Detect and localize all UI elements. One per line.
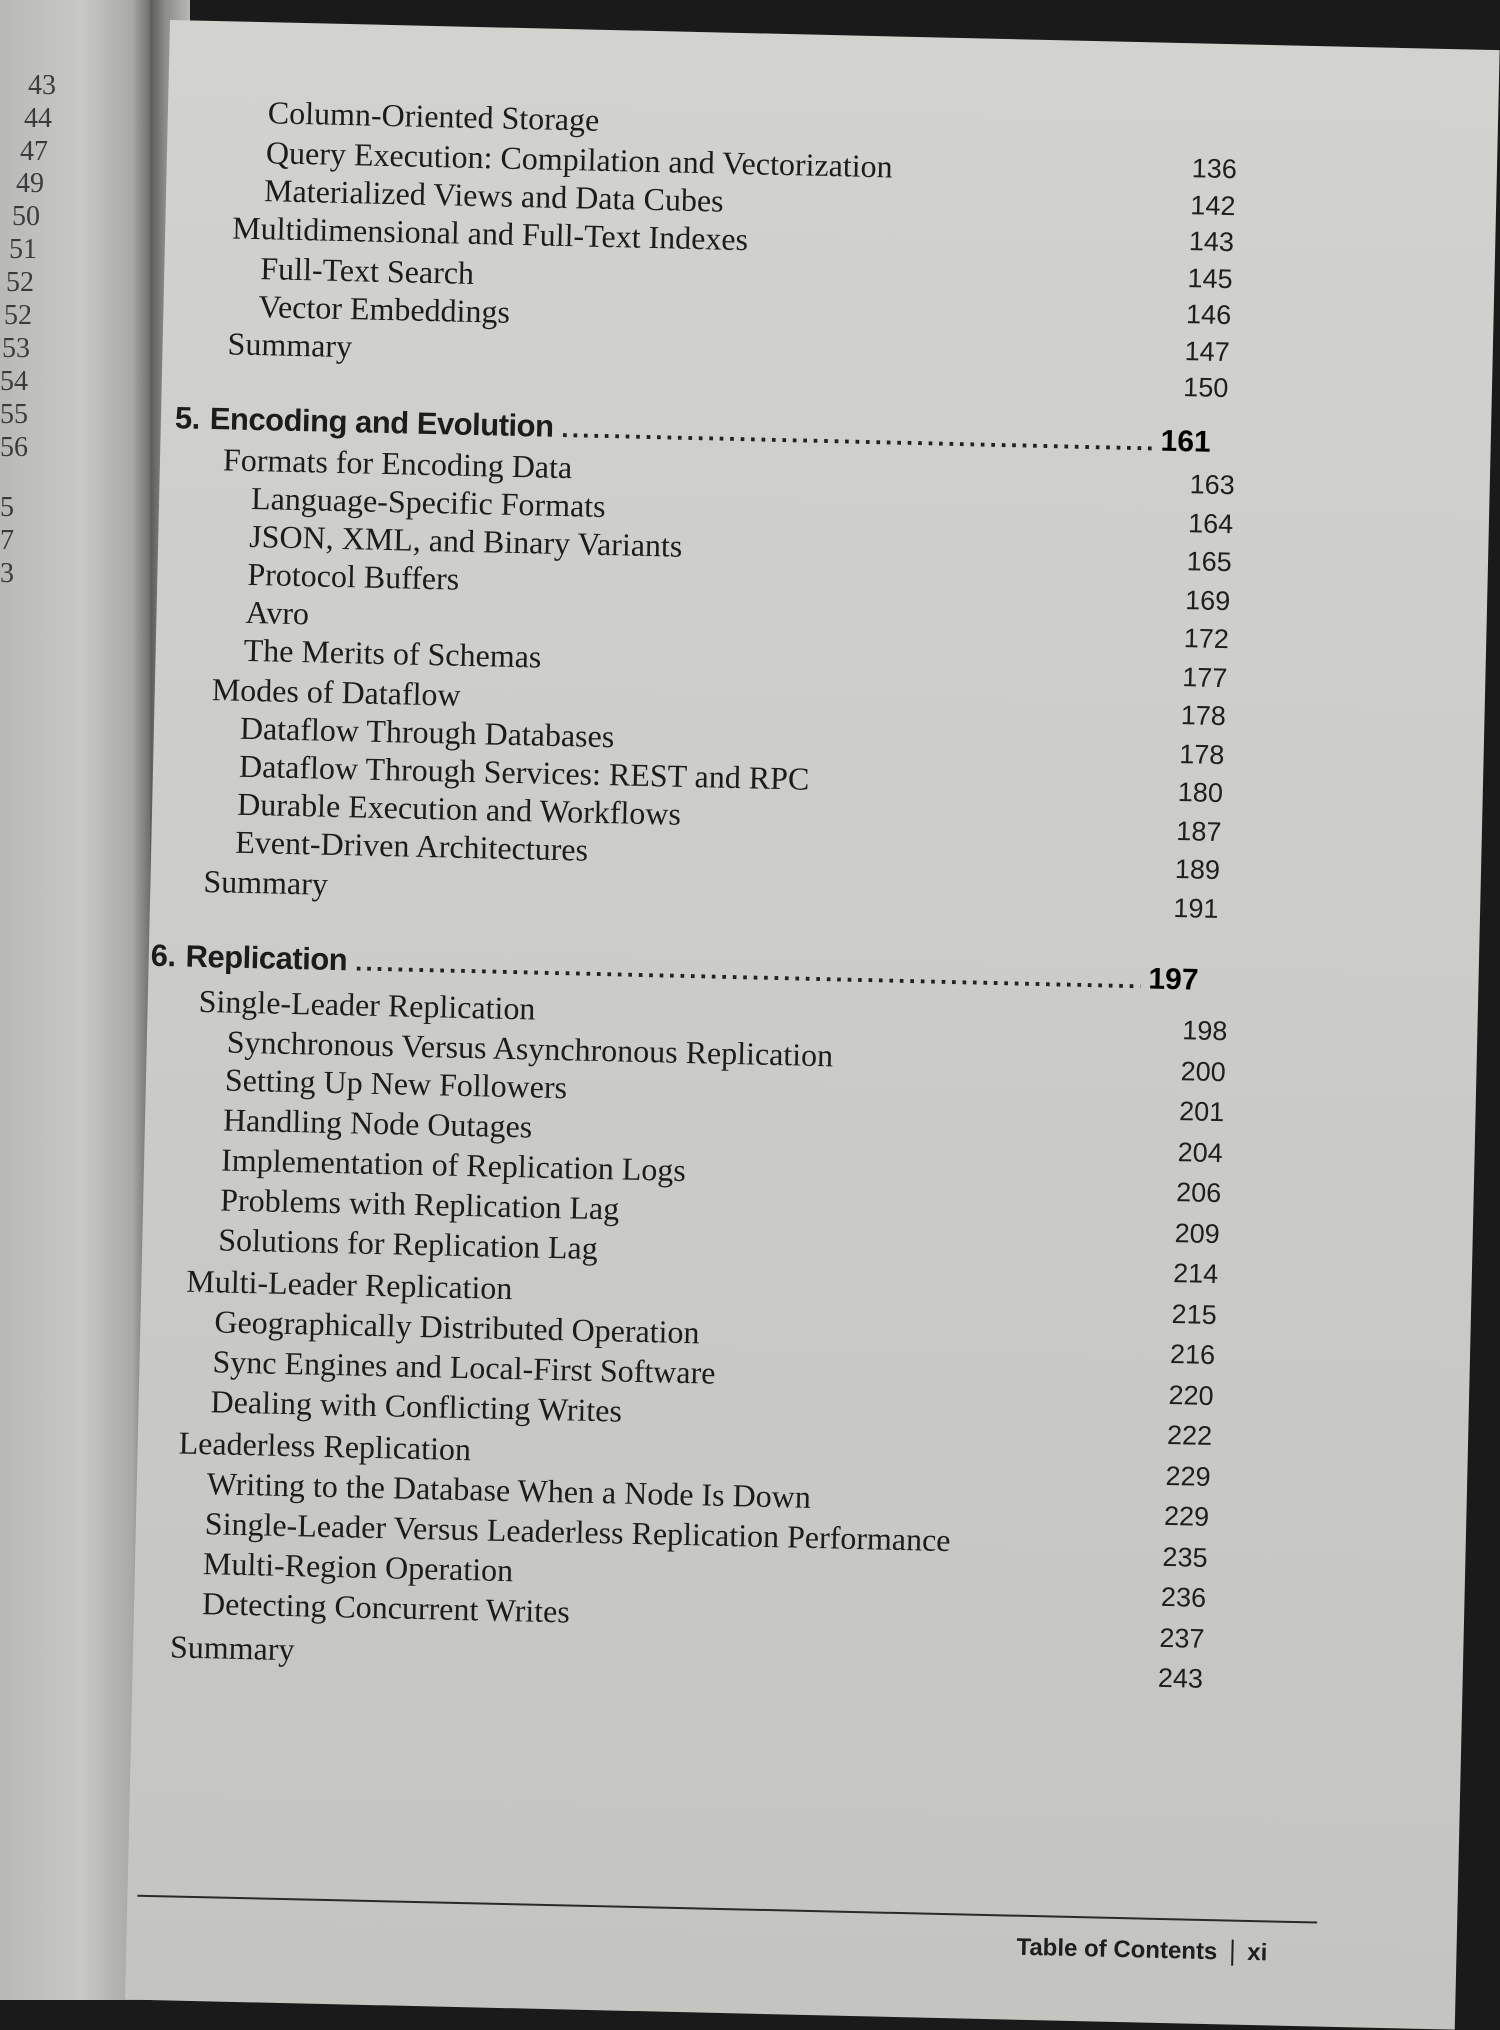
- entry-title: Modes of Dataflow: [211, 671, 462, 713]
- entry-title: JSON, XML, and Binary Variants: [248, 517, 683, 564]
- footer-divider: [1231, 1940, 1234, 1966]
- chapter-number: 5.: [174, 400, 201, 436]
- entry-title: Problems with Replication Lag: [219, 1181, 620, 1227]
- toc-entry: [202, 1585, 571, 1633]
- entry-title: Durable Execution and Workflows: [236, 785, 682, 832]
- page-number: 147: [1184, 335, 1231, 367]
- page-number: 146: [1185, 299, 1232, 331]
- left-page-number: 5: [0, 492, 14, 523]
- dot-leader: [355, 946, 1141, 995]
- entry-title: Formats for Encoding Data: [222, 441, 573, 486]
- entry-title: Vector Embeddings: [258, 288, 511, 330]
- page-number: 191: [1173, 892, 1219, 924]
- page-number: 215: [1171, 1298, 1218, 1330]
- chapter-page-number: 197: [1148, 962, 1199, 997]
- toc-page: [125, 20, 1500, 2030]
- chapter-title-text: Encoding and Evolution: [209, 401, 554, 444]
- page-number: 136: [1191, 153, 1238, 185]
- page-number: 150: [1182, 372, 1229, 404]
- entry-title: Sync Engines and Local-First Software: [212, 1343, 716, 1391]
- toc-entry: [203, 863, 328, 906]
- entry-title: Query Execution: Compilation and Vectorization: [265, 134, 894, 185]
- entry-title: Dataflow Through Databases: [239, 709, 615, 755]
- page-number: 178: [1179, 738, 1225, 770]
- chapter-page-number: 161: [1160, 424, 1212, 459]
- left-page-edge: [0, 0, 150, 2000]
- entry-title: Multi-Leader Replication: [185, 1262, 513, 1307]
- page-number: 189: [1174, 854, 1221, 886]
- dot-leader: [561, 413, 1153, 457]
- entry-title: Handling Node Outages: [222, 1101, 533, 1145]
- left-page-number: 51: [9, 234, 37, 265]
- left-page-number: 49: [16, 168, 44, 199]
- page-number: 216: [1169, 1339, 1216, 1371]
- page-number: 201: [1178, 1096, 1225, 1128]
- entry-title: Detecting Concurrent Writes: [201, 1585, 571, 1630]
- left-page-number: 3: [0, 558, 14, 589]
- page-number: 178: [1180, 700, 1227, 732]
- entry-title: The Merits of Schemas: [243, 631, 542, 675]
- toc-entry: [178, 1425, 471, 1472]
- left-page-number: 52: [4, 300, 32, 331]
- page-number: 243: [1157, 1662, 1204, 1694]
- entry-title: Language-Specific Formats: [250, 479, 607, 525]
- entry-title: Column-Oriented Storage: [267, 94, 600, 138]
- page-number: 229: [1165, 1460, 1211, 1492]
- footer-page-number: xi: [1247, 1938, 1268, 1967]
- entry-title: Summary: [203, 862, 329, 902]
- page-number: 235: [1162, 1541, 1208, 1573]
- page-number: 200: [1180, 1055, 1227, 1087]
- left-page-number: 43: [28, 70, 56, 101]
- page-number: 163: [1189, 469, 1236, 501]
- toc-entry: [227, 325, 352, 368]
- page-number: 229: [1163, 1500, 1210, 1532]
- entry-title: Setting Up New Followers: [224, 1061, 568, 1106]
- entry-title: Event-Driven Architectures: [234, 823, 589, 868]
- left-page-number: 54: [0, 366, 28, 397]
- entry-title: Leaderless Replication: [178, 1424, 472, 1468]
- entry-title: Multi-Region Operation: [202, 1545, 514, 1589]
- page-number: 237: [1159, 1622, 1205, 1654]
- toc-entry: [210, 1383, 622, 1432]
- entry-title: Solutions for Replication Lag: [217, 1221, 599, 1267]
- page-number: 220: [1168, 1379, 1214, 1411]
- footer-label: Table of Contents: [1016, 1933, 1218, 1966]
- page-number: 214: [1172, 1258, 1219, 1290]
- chapter-title: [150, 938, 347, 978]
- left-page-number: 52: [6, 267, 34, 298]
- page-number: 206: [1175, 1177, 1222, 1209]
- page-number: 172: [1183, 623, 1230, 655]
- toc-entry: [243, 632, 542, 679]
- left-page-number: 50: [12, 201, 40, 232]
- page-number: 236: [1160, 1581, 1207, 1613]
- entry-title: Single-Leader Replication: [198, 982, 536, 1027]
- page-number: 143: [1188, 226, 1235, 258]
- page-number: 222: [1166, 1419, 1213, 1452]
- toc-entry: [170, 1628, 295, 1671]
- left-page-number: 44: [24, 103, 52, 134]
- chapter-title: [175, 400, 554, 445]
- page-number: 204: [1177, 1136, 1224, 1168]
- entry-title: Full-Text Search: [259, 250, 475, 291]
- chapter-number: 6.: [150, 937, 177, 974]
- entry-title: Implementation of Replication Logs: [220, 1141, 687, 1188]
- left-page-number: 7: [0, 525, 14, 556]
- page-number: 169: [1184, 584, 1231, 616]
- page-number: 180: [1177, 777, 1224, 809]
- page-number: 177: [1181, 661, 1228, 693]
- page-number: 198: [1181, 1015, 1228, 1047]
- toc-entry: [245, 594, 309, 635]
- page-number: 209: [1174, 1217, 1221, 1249]
- entry-title: Writing to the Database When a Node Is Down: [206, 1465, 812, 1515]
- page-number: 187: [1176, 815, 1222, 847]
- entry-title: Avro: [245, 593, 310, 632]
- entry-title: Summary: [169, 1628, 295, 1668]
- toc-entry: [223, 1101, 533, 1148]
- entry-title: Dealing with Conflicting Writes: [210, 1383, 623, 1429]
- toc-entry: [218, 1221, 598, 1270]
- entry-title: Synchronous Versus Asynchronous Replication: [226, 1023, 834, 1074]
- toc-entry: [202, 1545, 513, 1592]
- footer-rule: [137, 1895, 1317, 1924]
- entry-title: Multidimensional and Full-Text Indexes: [231, 209, 749, 258]
- left-page-number: 47: [20, 136, 48, 167]
- page-number: 145: [1187, 262, 1233, 294]
- entry-title: Single-Leader Versus Leaderless Replication Performance: [204, 1505, 951, 1559]
- entry-title: Materialized Views and Data Cubes: [263, 172, 725, 219]
- page-number: 142: [1190, 189, 1236, 221]
- left-page-number: 53: [2, 333, 30, 364]
- entry-title: Dataflow Through Services: REST and RPC: [238, 747, 810, 797]
- entry-title: Geographically Distributed Operation: [214, 1303, 700, 1351]
- left-page-number: 55: [0, 399, 28, 430]
- page-number: 164: [1187, 507, 1234, 539]
- entry-title: Protocol Buffers: [247, 555, 460, 597]
- entry-title: Summary: [227, 325, 353, 365]
- chapter-title-text: Replication: [185, 938, 348, 978]
- left-page-number: 56: [0, 432, 28, 463]
- page-number: 165: [1186, 546, 1233, 578]
- page-footer: [1016, 1930, 1268, 1972]
